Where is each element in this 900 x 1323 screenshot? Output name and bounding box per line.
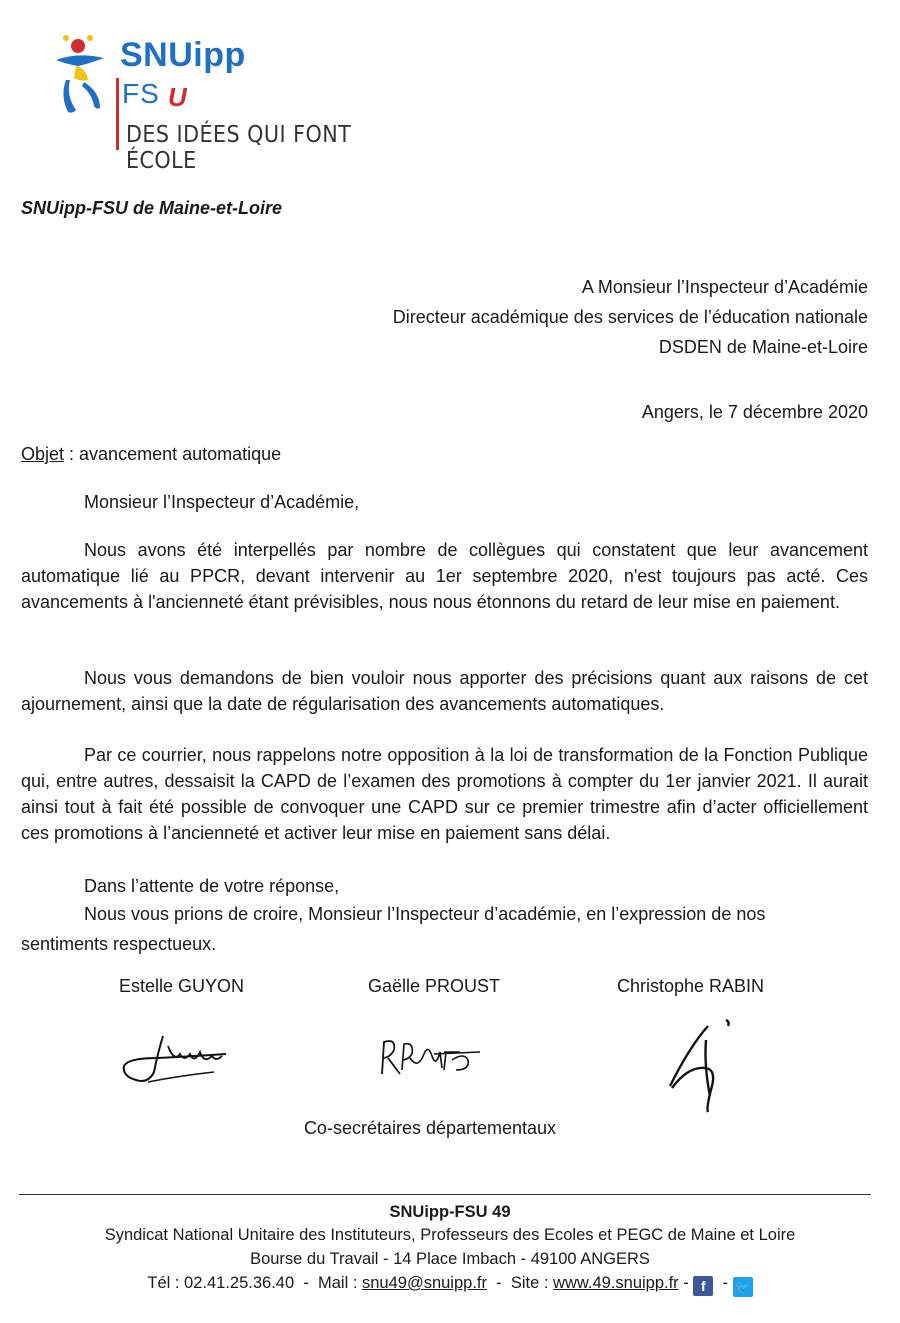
subject-label: Objet [21,444,65,464]
closing-line: sentiments respectueux. [21,934,217,954]
footer-divider [19,1194,871,1195]
subject-text: : avancement automatique [64,444,282,464]
sender: SNUipp-FSU de Maine-et-Loire [21,198,283,218]
footer-contact [0,1271,900,1297]
signatory-name: Estelle GUYON [119,976,245,996]
logo-fsu: FS [122,78,160,109]
closing-block [21,872,868,958]
signatory-name: Gaëlle PROUST [368,976,501,996]
footer-email-link[interactable]: snu49@snuipp.fr [362,1274,487,1292]
body-paragraph: Nous vous demandons de bien vouloir nous apporter des précisions quant aux raisons de cet ajournement, ainsi que la date de régularisation des avancements automatiques. [21,668,868,714]
body-paragraph: Nous avons été interpellés par nombre de collègues qui constatent que leur avancement automatique lié au PPCR, devant intervenir au 1er septembre 2020, n'est toujours pas acté. Ces avancements à l'ancienneté étant prévisibles, nous nous étonnons du retard de leur mise en paiement. [21,540,868,612]
closing-line: Nous vous prions de croire, Monsieur l’Inspecteur d’académie, en l’expression de nos [84,904,766,924]
footer-separator: - [678,1274,694,1292]
logo-fsu-u: U [168,82,187,112]
footer-organisation: Syndicat National Unitaire des Instituteurs, Professeurs des Ecoles et PEGC de Maine et Loire [104,1226,796,1244]
footer-address: Bourse du Travail - 14 Place Imbach - 49100 ANGERS [250,1250,650,1268]
signatory-role: Co-secrétaires départementaux [303,1118,557,1138]
recipient-block [393,272,868,362]
logo-divider [116,78,119,150]
footer-phone-mail-label: Tél : 02.41.25.36.40 - Mail : [147,1274,362,1292]
snuipp-fsu-logo [48,30,378,174]
twitter-icon[interactable]: 🐦 [733,1277,753,1297]
letter-date: Angers, le 7 décembre 2020 [641,402,868,422]
body-paragraph: Par ce courrier, nous rappelons notre opposition à la loi de transformation de la Fonction Publique qui, entre autres, dessaisit la CAPD de l’examen des promotions à compter du 1er janvier 2021. Il aurait ainsi tout à fait été possible de convoquer une CAPD sur ce premier trimestre afin d’acter officiellement ces promotions à l’ancienneté et activer leur mise en paiement sans délai. [21,745,868,843]
closing-line: Dans l’attente de votre réponse, [84,876,340,896]
footer-site-label: - Site : [487,1274,554,1292]
logo-tagline: DES IDÉES QUI FONT ÉCOLE [126,122,352,174]
signature-proust [374,1030,486,1086]
signatory-name: Christophe RABIN [617,976,765,996]
footer-site-link[interactable]: www.49.snuipp.fr [553,1274,679,1292]
facebook-icon[interactable]: f [693,1276,713,1296]
signature-guyon [118,1032,233,1090]
recipient-line: A Monsieur l’Inspecteur d’Académie [581,277,868,297]
subject-line [21,444,281,465]
signature-rabin [660,1016,740,1116]
salutation: Monsieur l’Inspecteur d’Académie, [84,492,360,512]
child-figure-icon [48,30,118,120]
recipient-line: Directeur académique des services de l’éducation nationale [392,307,868,327]
footer-separator: - [713,1274,733,1292]
logo-brand: SNUipp [120,36,246,74]
recipient-line: DSDEN de Maine-et-Loire [658,337,868,357]
footer-title: SNUipp-FSU 49 [389,1203,511,1221]
